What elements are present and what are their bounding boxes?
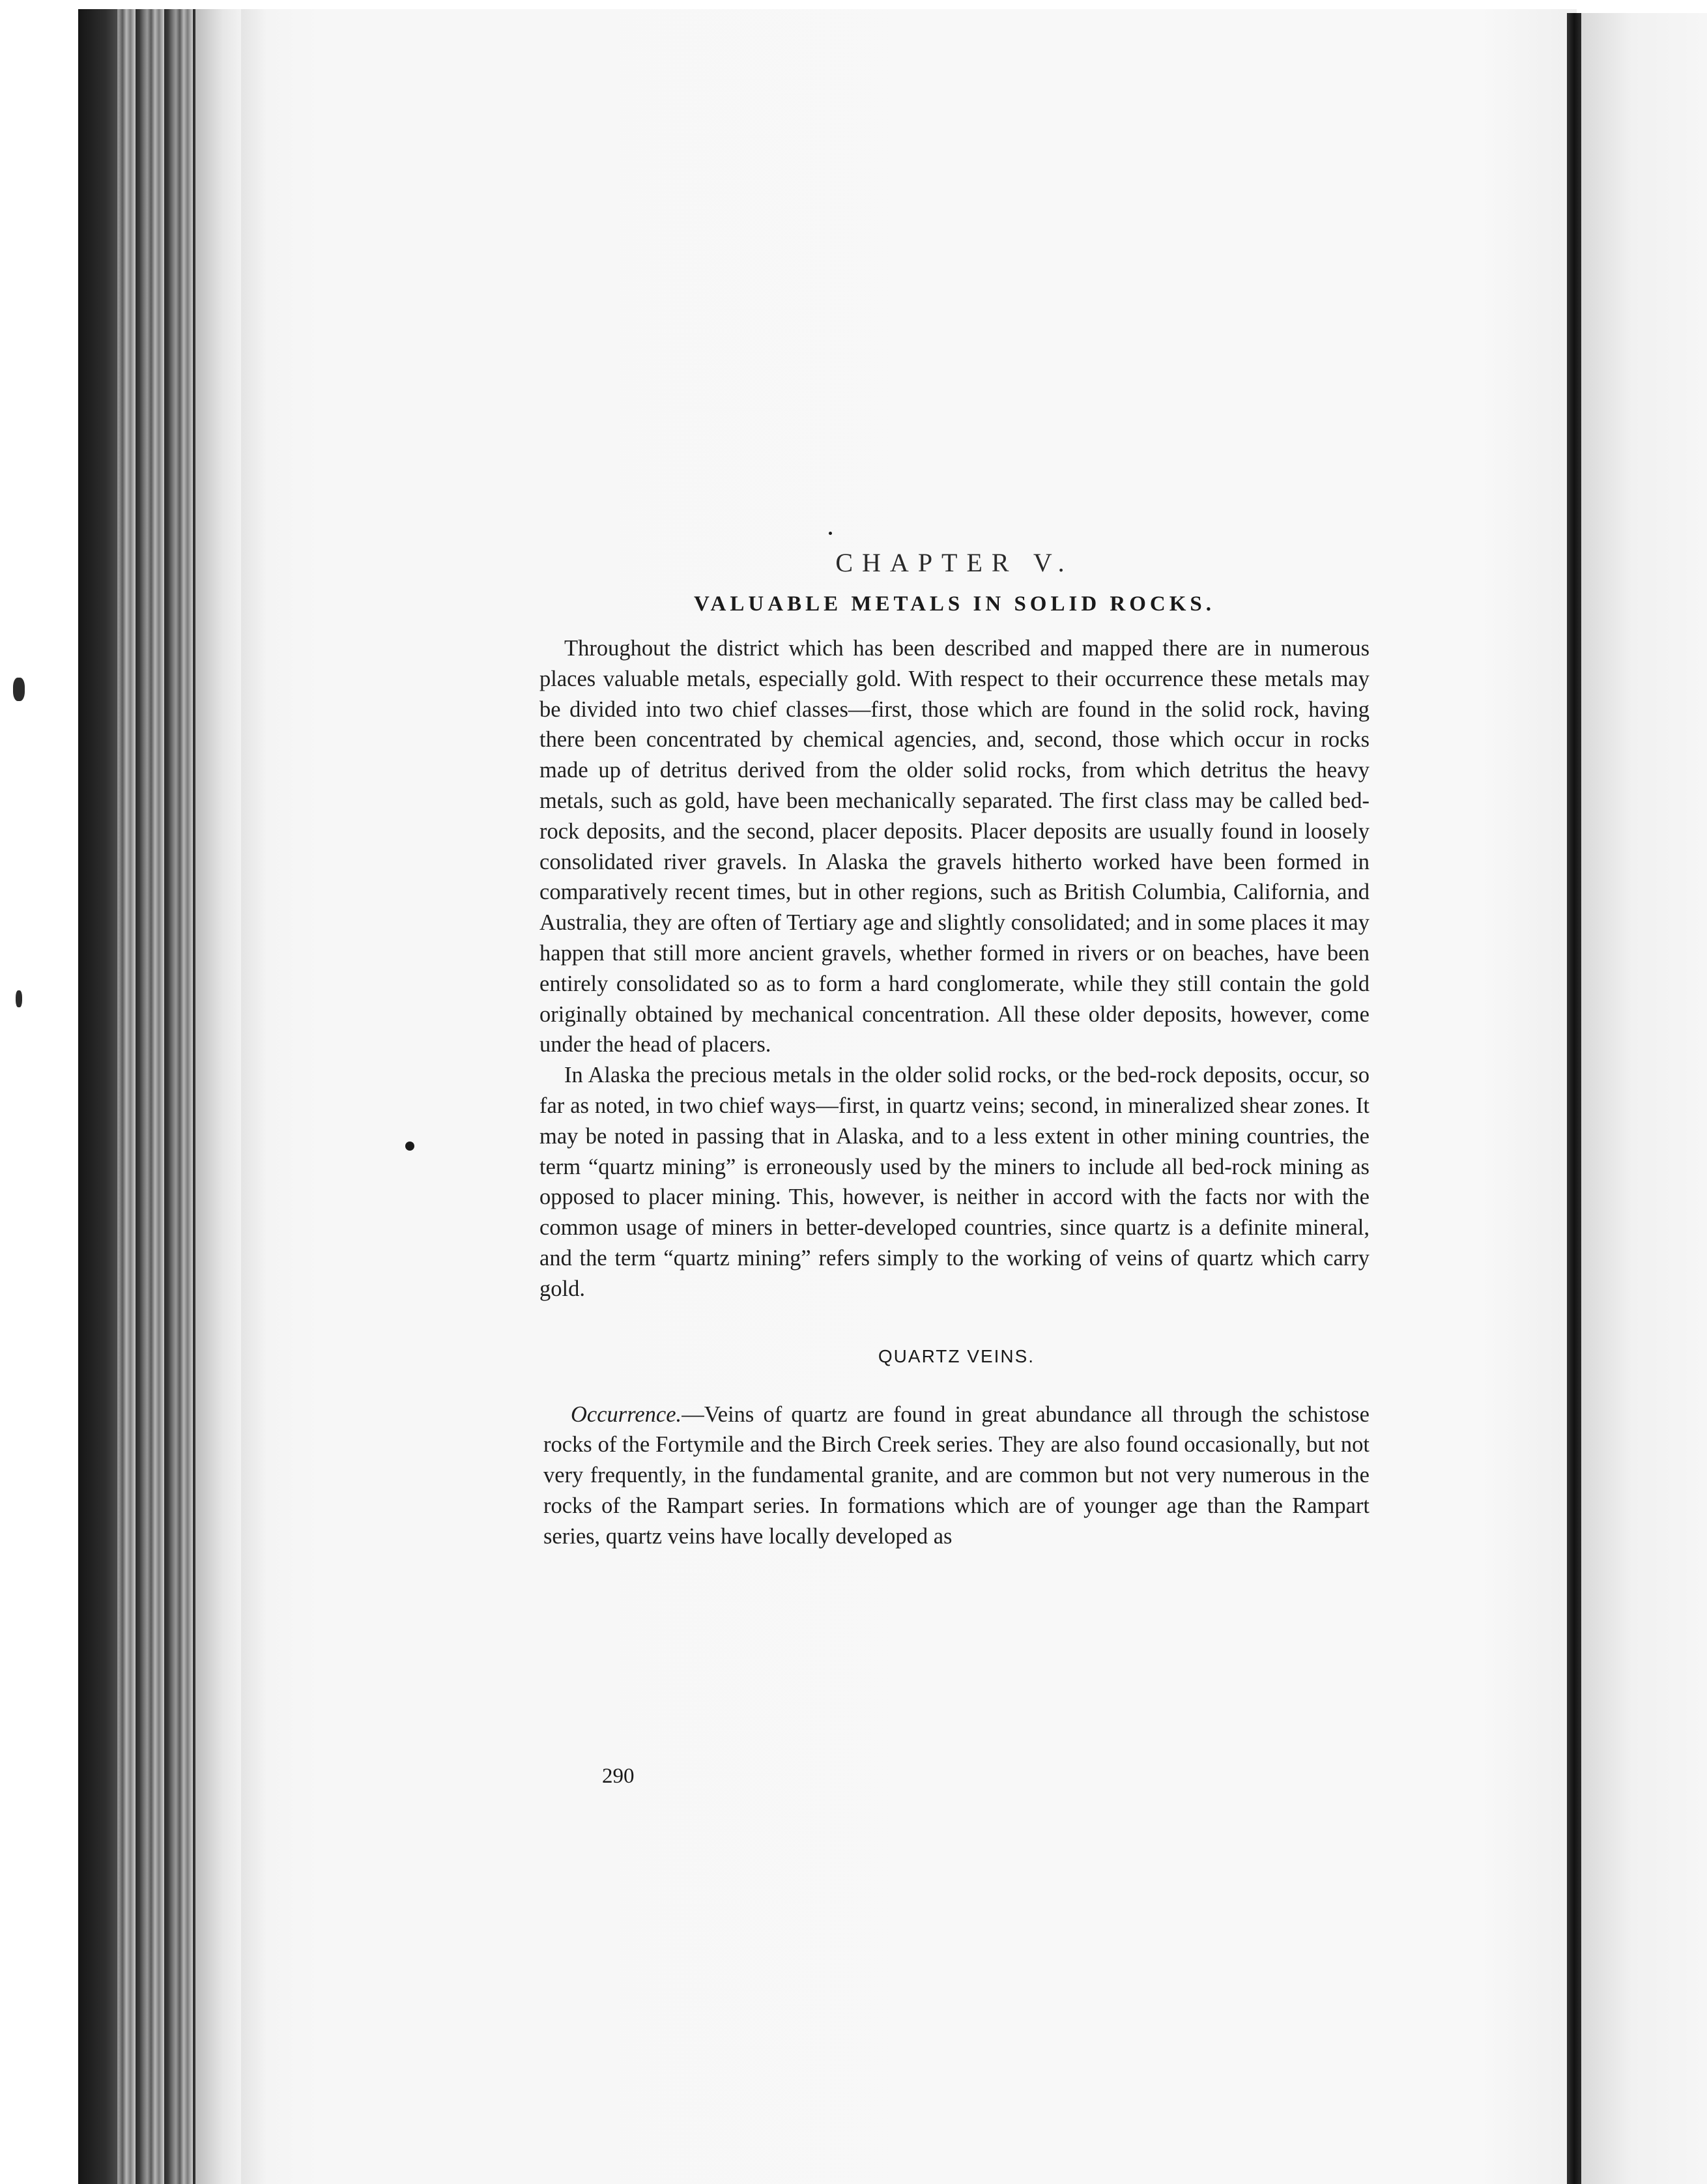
page-number: 290 [602,1764,635,1788]
page-edge-highlight [195,7,241,2184]
body-paragraph: Throughout the district which has been described and mapped there are in numerous places valuable metals, especially gold. With respect to their occurrence these metals may be divided into two chief classes—first, those which are found in the solid rock, having there been concentrated by chemical agencies, and, second, those which occur in rocks made up of detritus derived from the older solid rocks, from which detritus the heavy metals, such as gold, have been mechanically separated. The first class may be called bed-rock deposits, and the second, placer deposits. Placer deposits are usually found in loosely consolidated river gravels. In Alaska the gravels hitherto worked have been formed in comparatively recent times, but in other regions, such as British Columbia, California, and Australia, they are often of Tertiary age and slightly consolidated; and in some places it may happen that still more ancient gravels, whether formed in rivers or on beaches, have been entirely consolidated so as to form a hard conglomerate, while they still contain the gold originally obtained by mechanical concentration. All these older deposits, however, come under the head of placers. [539,636,1370,1057]
occurrence-text: —Veins of quartz are found in great abundance all through the schistose rocks of the Fortymile and the Birch Creek series. They are also found occasionally, but not very frequently, in the fundamental granite, and are common but not very numerous in the rocks of the Rampart series. In formations which are of younger age than the Rampart series, quartz veins have locally developed as [543,1401,1370,1549]
scan-speck [405,1142,414,1151]
scan-top-margin [0,0,1707,9]
scan-speck [13,678,25,701]
occurrence-paragraph [543,1400,1370,1552]
scan-speck [16,990,22,1007]
scan-speck [829,532,832,535]
chapter-heading: CHAPTER V. [835,548,1074,577]
occurrence-lead: Occurrence. [571,1401,682,1427]
page-text [539,547,1370,1552]
right-gutter [1567,13,1581,2184]
body-paragraph: In Alaska the precious metals in the older solid rocks, or the bed-rock deposits, occur, so far as noted, in two chief ways—first, in quartz veins; second, in mineralized shear zones. It may be noted in passing that in Alaska, and to a less extent in other mining countries, the term “quartz mining” is erroneously used by the miners to include all bed-rock mining as opposed to placer mining. This, however, is neither in accord with the facts nor with the common usage of miners in better-developed countries, since quartz is a definite mineral, and the term “quartz mining” refers simply to the working of veins of quartz which carry gold. [539,1063,1370,1301]
adjacent-page [1581,13,1707,2184]
chapter-title: VALUABLE METALS IN SOLID ROCKS. [693,592,1215,616]
book-binding-shadow [78,7,117,2184]
section-heading: QUARTZ VEINS. [878,1345,1035,1366]
